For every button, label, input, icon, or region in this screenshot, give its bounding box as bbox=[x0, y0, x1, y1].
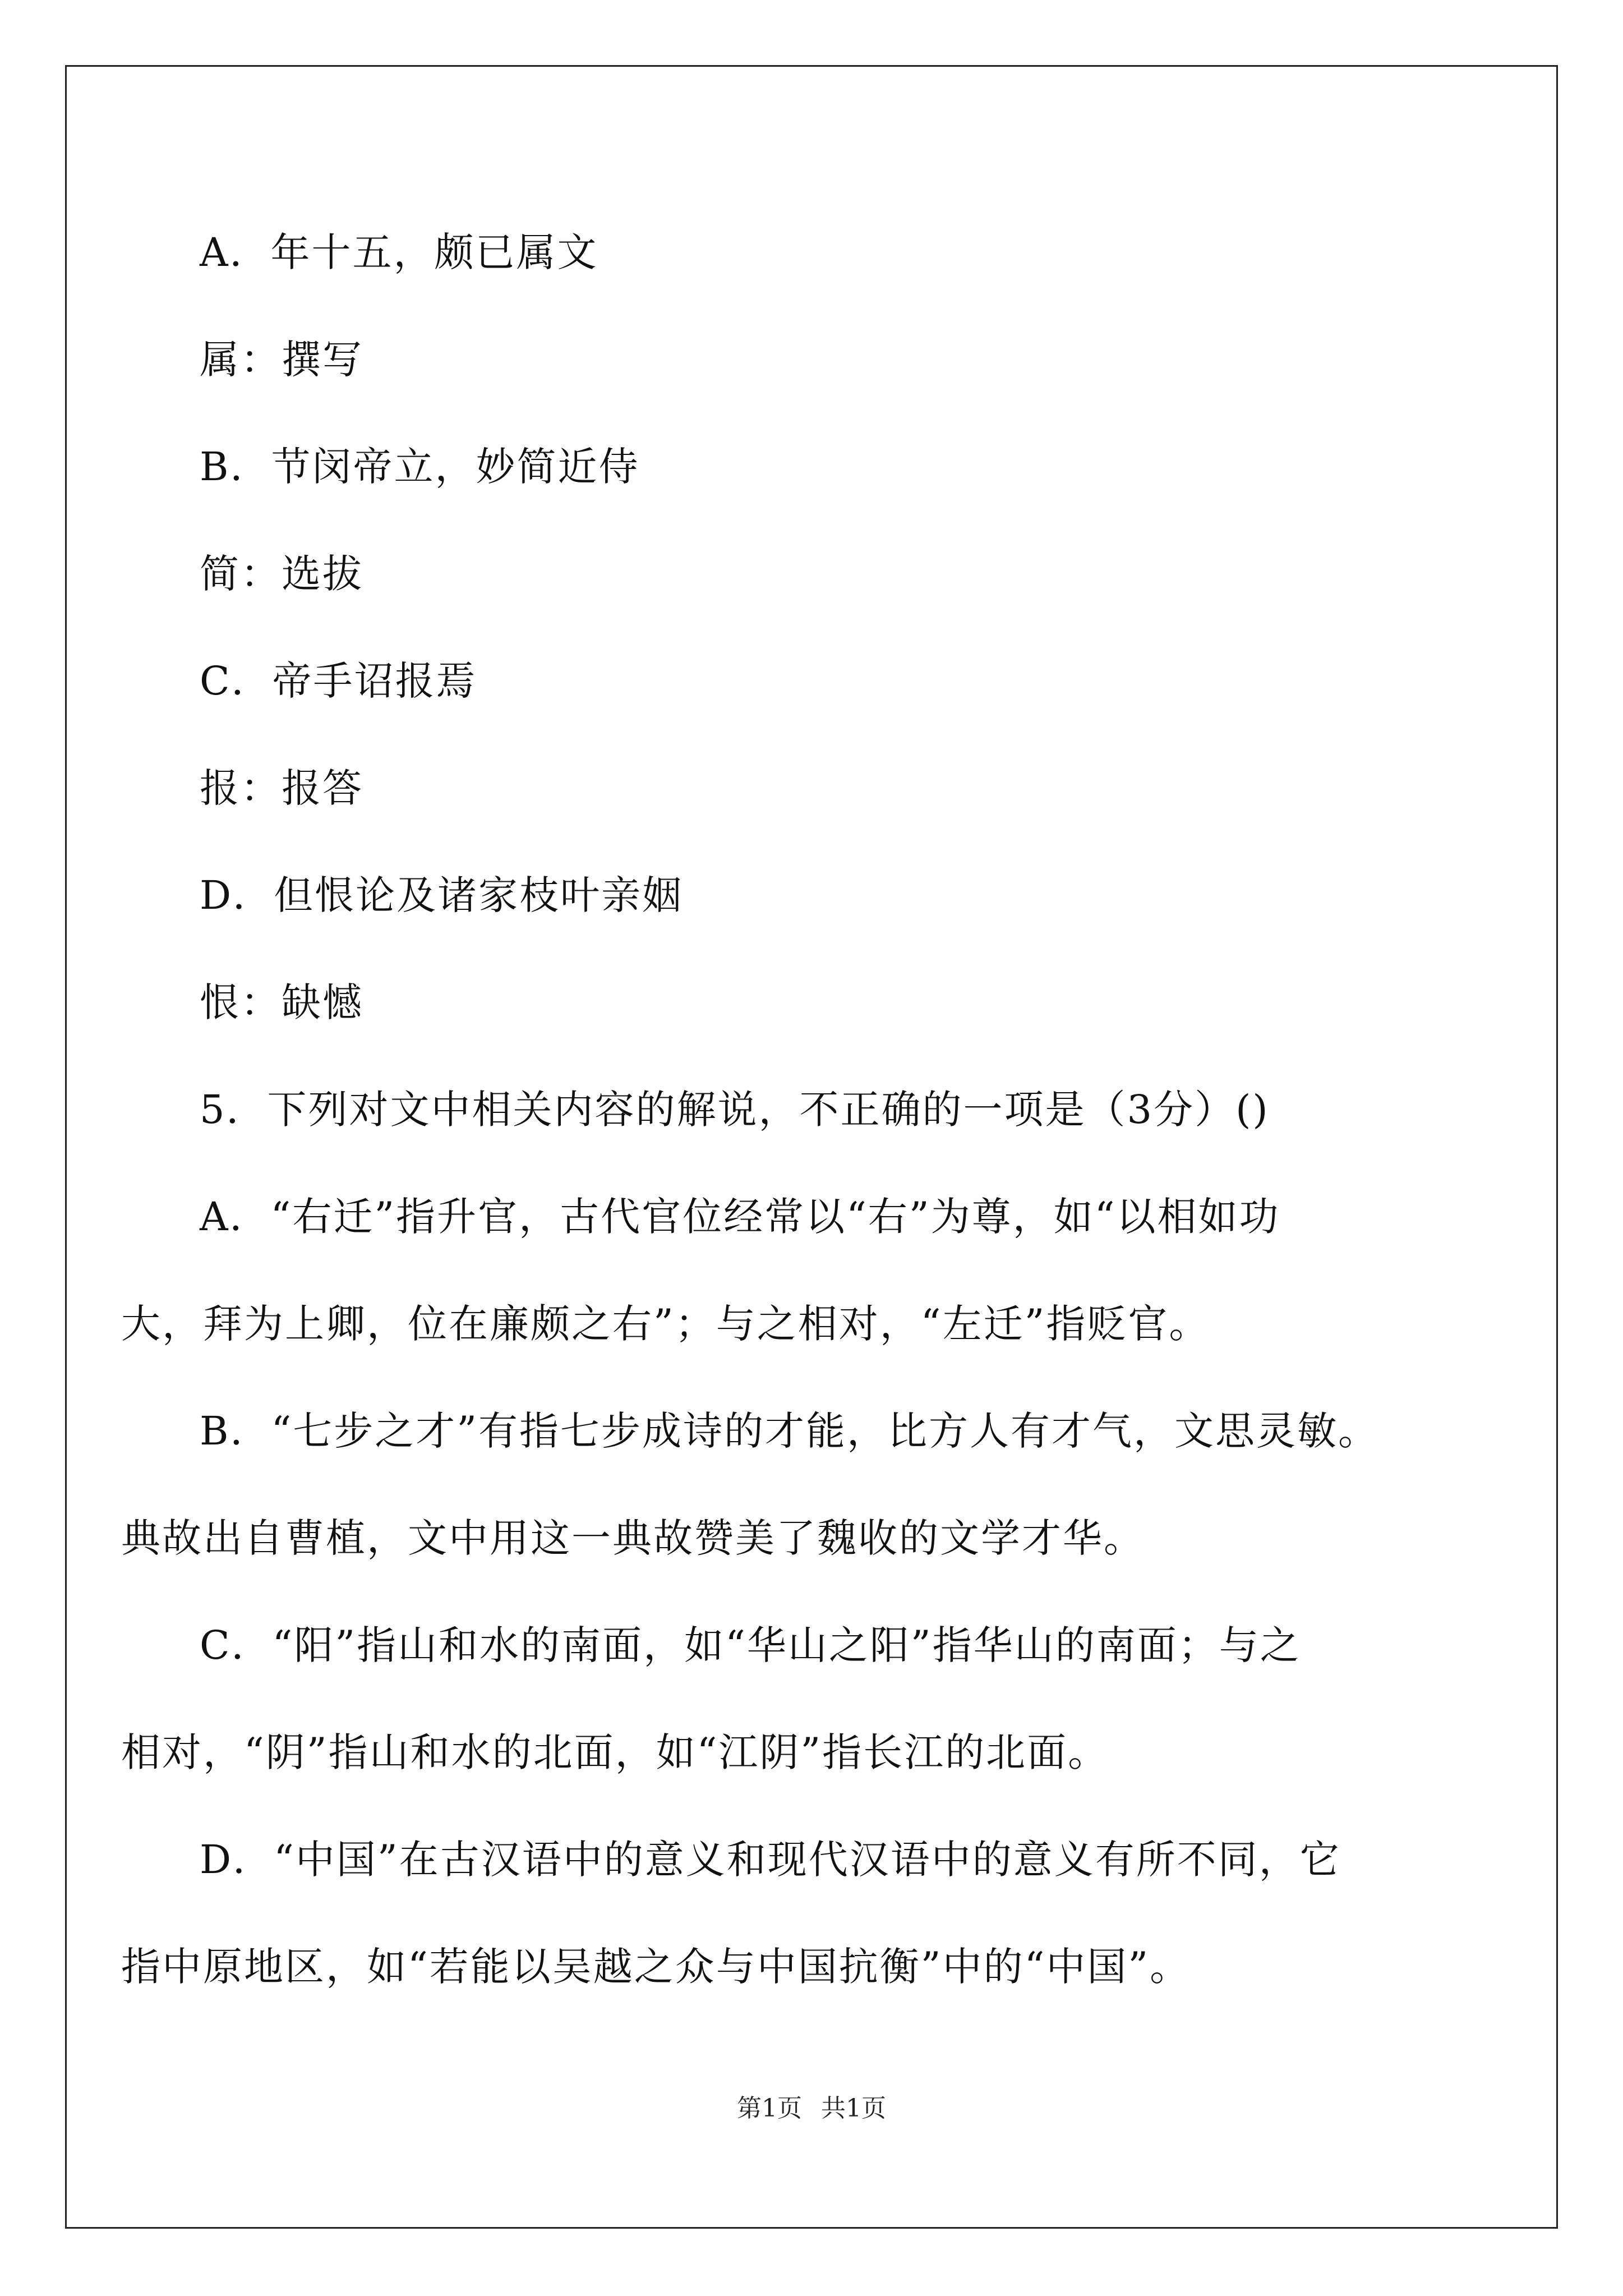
paragraph-line: C．“阳”指山和水的南面，如“华山之阳”指华山的南面；与之 bbox=[200, 1622, 1301, 1668]
option-c-sentence: C．帝手诏报焉 bbox=[200, 658, 477, 704]
option-d-gloss: 恨：缺憾 bbox=[200, 979, 363, 1025]
paragraph-line: 大，拜为上卿，位在廉颇之右”；与之相对，“左迁”指贬官。 bbox=[121, 1301, 1210, 1347]
option-a-sentence: A．年十五，颇已属文 bbox=[200, 229, 598, 275]
paragraph-line: A．“右迁”指升官，古代官位经常以“右”为尊，如“以相如功 bbox=[200, 1194, 1280, 1240]
paragraph-line: 指中原地区，如“若能以吴越之众与中国抗衡”中的“中国”。 bbox=[121, 1944, 1191, 1990]
paragraph-line: D．“中国”在古汉语中的意义和现代汉语中的意义有所不同，它 bbox=[200, 1837, 1341, 1883]
question-5-stem: 5．下列对文中相关内容的解说，不正确的一项是（3分）() bbox=[200, 1087, 1270, 1133]
question-5-option-d bbox=[121, 1829, 1433, 2043]
page-number: 第1页 bbox=[737, 2094, 802, 2123]
option-d-sentence: D．但恨论及诸家枝叶亲姻 bbox=[200, 872, 684, 918]
page-total: 共1页 bbox=[821, 2094, 886, 2123]
paragraph-line: 相对，“阴”指山和水的北面，如“江阴”指长江的北面。 bbox=[121, 1729, 1109, 1775]
question-5-option-b bbox=[121, 1400, 1433, 1614]
paragraph-line: B．“七步之才”有指七步成诗的才能，比方人有才气，文思灵敏。 bbox=[200, 1408, 1380, 1454]
page-footer bbox=[0, 2088, 1623, 2124]
question-5-option-a bbox=[121, 1186, 1433, 1400]
option-b-sentence: B．节闵帝立，妙简近侍 bbox=[200, 444, 640, 490]
option-a-gloss: 属：撰写 bbox=[200, 337, 363, 383]
option-b-gloss: 简：选拔 bbox=[200, 551, 363, 597]
option-c-gloss: 报：报答 bbox=[200, 765, 363, 811]
document-body bbox=[121, 222, 1433, 2043]
paragraph-line: 典故出自曹植，文中用这一典故赞美了魏收的文学才华。 bbox=[121, 1515, 1145, 1561]
question-5-option-c bbox=[121, 1614, 1433, 1829]
